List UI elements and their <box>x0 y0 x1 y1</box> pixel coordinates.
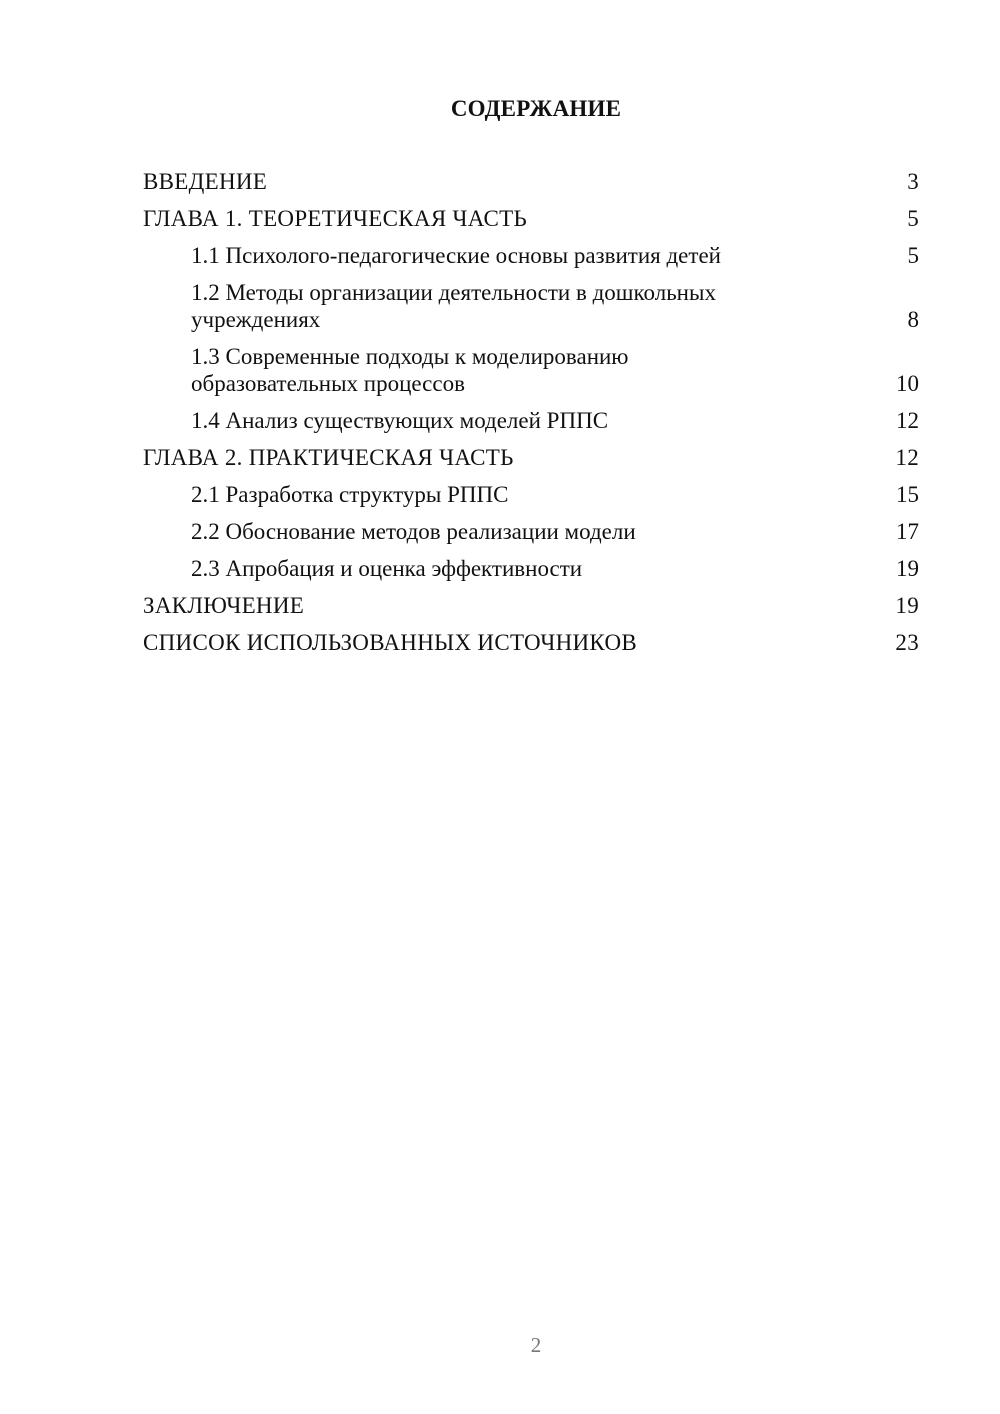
toc-entry-page: 5 <box>907 243 919 268</box>
toc-entry <box>143 629 919 656</box>
toc-entry <box>143 444 919 471</box>
toc-entry-text: ЗАКЛЮЧЕНИЕ <box>143 593 305 618</box>
toc-entry-page: 12 <box>896 408 919 433</box>
toc-entry-page: 12 <box>895 445 919 470</box>
toc-title: СОДЕРЖАНИЕ <box>450 96 622 121</box>
toc-entry-text: СПИСОК ИСПОЛЬЗОВАННЫХ ИСТОЧНИКОВ <box>143 630 638 655</box>
toc-entry <box>143 205 919 232</box>
toc-entry <box>143 481 919 508</box>
toc-entry-page: 17 <box>896 519 919 544</box>
toc-entry <box>143 343 919 397</box>
toc-entry-text: 1.2 Методы организации деятельности в дошкольных учреждениях <box>191 280 716 332</box>
toc-entry-text: 2.2 Обоснование методов реализации модели <box>191 519 636 544</box>
toc-entry-text: 2.1 Разработка структуры РППС <box>191 482 509 507</box>
toc-entry <box>143 555 919 582</box>
toc-entry-page: 15 <box>896 482 919 507</box>
toc-entry-page: 23 <box>895 630 919 655</box>
page-number: 2 <box>530 1333 542 1357</box>
toc-entry-page: 8 <box>907 307 919 332</box>
toc-entry <box>143 518 919 545</box>
toc-entry-text: 1.4 Анализ существующих моделей РППС <box>191 408 609 433</box>
toc-entry-page: 5 <box>907 206 919 231</box>
table-of-contents <box>143 168 919 666</box>
toc-entry-text: ВВЕДЕНИЕ <box>143 169 268 194</box>
toc-entry-page: 3 <box>907 169 919 194</box>
toc-entry-text: ГЛАВА 1. ТЕОРЕТИЧЕСКАЯ ЧАСТЬ <box>143 206 528 231</box>
toc-entry-page: 10 <box>896 371 919 396</box>
toc-entry-text: 1.1 Психолого-педагогические основы развития детей <box>191 243 721 268</box>
toc-entry-text: 1.3 Современные подходы к моделированию образовательных процессов <box>191 344 629 396</box>
toc-entry-page: 19 <box>896 556 919 581</box>
toc-entry <box>143 242 919 269</box>
toc-entry <box>143 592 919 619</box>
toc-entry <box>143 407 919 434</box>
toc-entry <box>143 168 919 195</box>
toc-entry <box>143 279 919 333</box>
toc-entry-page: 19 <box>895 593 919 618</box>
toc-entry-text: 2.3 Апробация и оценка эффективности <box>191 556 583 581</box>
toc-entry-text: ГЛАВА 2. ПРАКТИЧЕСКАЯ ЧАСТЬ <box>143 445 514 470</box>
